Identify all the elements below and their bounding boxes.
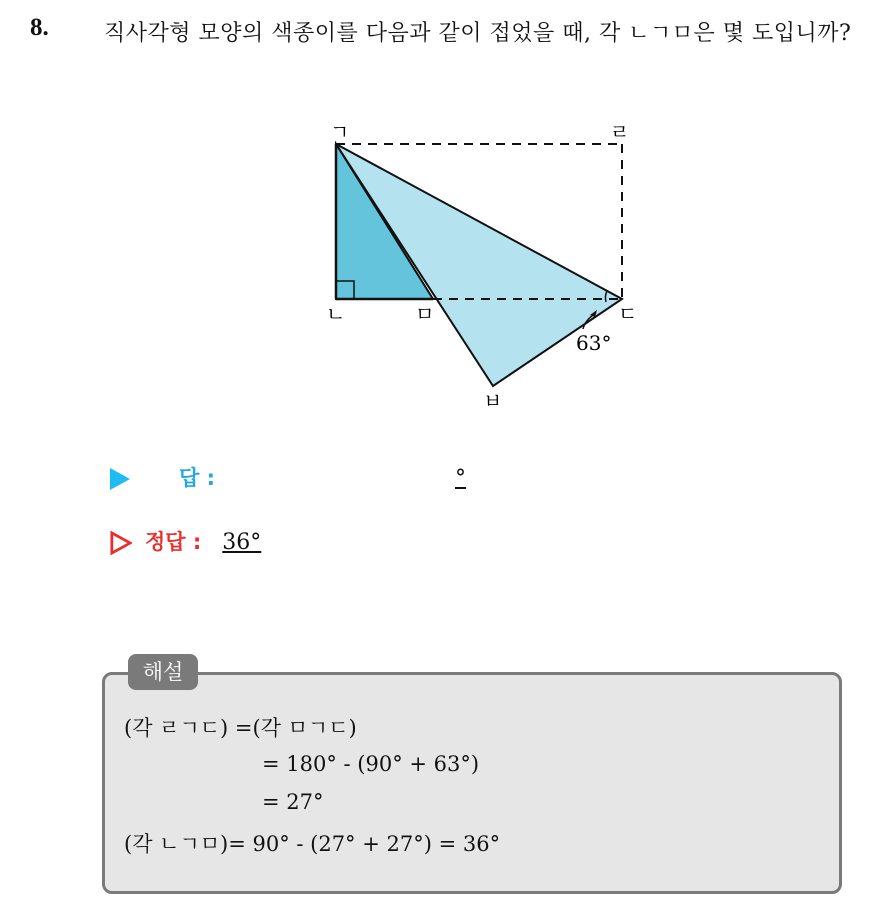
label-d: ㄷ (618, 302, 638, 326)
label-n: ㄴ (326, 302, 346, 326)
label-m: ㅁ (415, 302, 435, 326)
folded-paper-figure (300, 115, 660, 415)
answer-blank[interactable] (455, 466, 466, 491)
label-b: ㅂ (483, 389, 503, 413)
correct-label: 정답 : (145, 530, 202, 554)
explanation-box (102, 672, 842, 894)
answer-label: 답 : (179, 466, 215, 490)
answer-row (110, 462, 215, 492)
explanation-line-2: = 180° - (90° + 63°) (262, 752, 480, 776)
play-icon (110, 468, 130, 490)
correct-answer-row (110, 526, 261, 556)
correct-value: 36° (222, 530, 262, 555)
explanation-tag: 해설 (128, 654, 198, 690)
outline-play-icon (110, 531, 132, 555)
explanation-line-1: (각 ㄹㄱㄷ) =(각 ㅁㄱㄷ) (124, 716, 357, 740)
answer-unit: ° (455, 466, 466, 491)
label-g: ㄱ (330, 120, 350, 144)
explanation-line-3: = 27° (262, 790, 324, 814)
explanation-line-4: (각 ㄴㄱㅁ)= 90° - (27° + 27°) = 36° (124, 832, 501, 856)
question-text: 직사각형 모양의 색종이를 다음과 같이 접었을 때, 각 ㄴㄱㅁ은 몇 도입니까? (104, 21, 852, 46)
angle-label: 63° (576, 331, 612, 355)
label-r: ㄹ (610, 120, 630, 144)
question-number: 8. (30, 14, 49, 41)
